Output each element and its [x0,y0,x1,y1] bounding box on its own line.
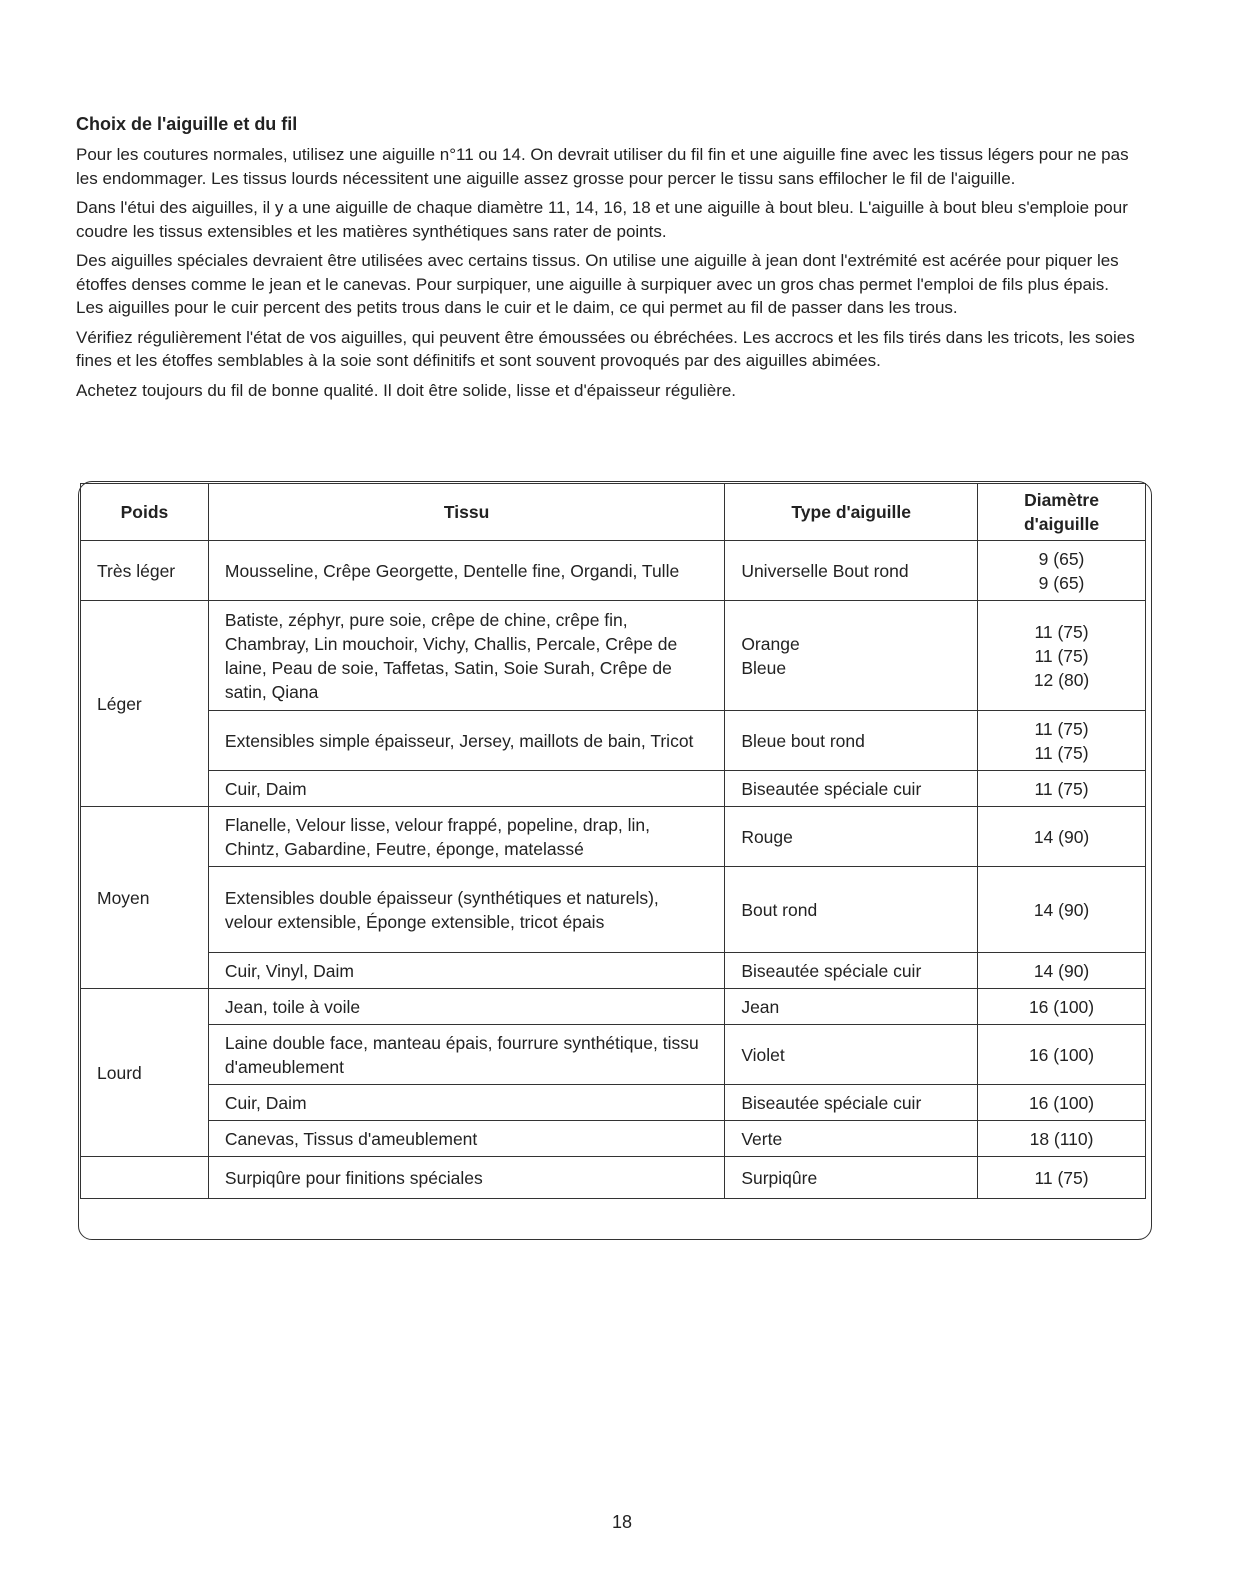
cell-poids: Très léger [81,541,209,601]
table-row [81,1085,1146,1121]
cell-diametre: 11 (75) [978,1157,1146,1199]
paragraph: Vérifiez régulièrement l'état de vos aiguilles, qui peuvent être émoussées ou ébréchées. Les accrocs et les fils tirés dans les tricots, les soies fines et les étoffes semblables à la soie sont définitifs et sont souvent provoqués par des aiguilles abimées. [76,327,1135,370]
cell-diametre: 16 (100) [978,989,1146,1025]
cell-poids: Moyen [81,807,209,989]
paragraph: Des aiguilles spéciales devraient être utilisées avec certains tissus. On utilise une aiguille à jean dont l'extrémité est acérée pour piquer les étoffes denses comme le jean et le canevas. Pour surpiquer, une aiguille à surpiquer avec un gros chas permet l'emploi de fils plus épais. Les aiguilles pour le cuir percent des petits trous dans le cuir et le daim, ce qui permet au fil de passer dans les trous. [76,251,1119,317]
cell-diametre: 14 (90) [978,953,1146,989]
cell-type: Biseautée spéciale cuir [725,771,978,807]
table-row [81,1121,1146,1157]
intro-paragraphs [76,143,1136,408]
paragraph: Achetez toujours du fil de bonne qualité. Il doit être solide, lisse et d'épaisseur régulière. [76,380,737,400]
cell-type: Biseautée spéciale cuir [725,1085,978,1121]
cell-tissu: Extensibles double épaisseur (synthétiques et naturels), velour extensible, Éponge extensible, tricot épais [208,867,724,953]
cell-type: Universelle Bout rond [725,541,978,601]
cell-type: Rouge [725,807,978,867]
cell-type: Surpiqûre [725,1157,978,1199]
cell-diametre: 11 (75) [978,771,1146,807]
table-row [81,867,1146,953]
table-row [81,989,1146,1025]
cell-tissu: Laine double face, manteau épais, fourrure synthétique, tissu d'ameublement [208,1025,724,1085]
header-poids: Poids [81,484,209,541]
cell-tissu: Surpiqûre pour finitions spéciales [208,1157,724,1199]
cell-diametre: 14 (90) [978,867,1146,953]
table-row [81,601,1146,711]
table-row [81,807,1146,867]
cell-poids [81,1157,209,1199]
cell-diametre: 9 (65) 9 (65) [978,541,1146,601]
table-row [81,953,1146,989]
cell-poids: Léger [81,601,209,807]
paragraph: Dans l'étui des aiguilles, il y a une aiguille de chaque diamètre 11, 14, 16, 18 et une aiguille à bout bleu. L'aiguille à bout bleu s'emploie pour coudre les tissus extensibles et les matières synthétiques sans rater de points. [76,198,1128,241]
paragraph: Pour les coutures normales, utilisez une aiguille n°11 ou 14. On devrait utiliser du fil fin et une aiguille fine avec les tissus légers pour ne pas les endommager. Les tissus lourds nécessitent une aiguille assez grosse pour percer le tissu sans effilocher le fil de l'aiguille. [76,145,1129,188]
table-header-row [81,484,1146,541]
cell-tissu: Cuir, Daim [208,1085,724,1121]
cell-type: Violet [725,1025,978,1085]
header-tissu: Tissu [208,484,724,541]
cell-type: Orange Bleue [725,601,978,711]
cell-tissu: Extensibles simple épaisseur, Jersey, maillots de bain, Tricot [208,711,724,771]
needle-table [80,483,1146,1199]
cell-type: Verte [725,1121,978,1157]
cell-diametre: 11 (75) 11 (75) 12 (80) [978,601,1146,711]
table-row [81,541,1146,601]
page-number: 18 [611,1512,633,1532]
cell-tissu: Flanelle, Velour lisse, velour frappé, popeline, drap, lin, Chintz, Gabardine, Feutre, éponge, matelassé [208,807,724,867]
cell-type: Bout rond [725,867,978,953]
cell-type: Biseautée spéciale cuir [725,953,978,989]
cell-tissu: Cuir, Vinyl, Daim [208,953,724,989]
cell-tissu: Jean, toile à voile [208,989,724,1025]
header-type: Type d'aiguille [725,484,978,541]
cell-tissu: Mousseline, Crêpe Georgette, Dentelle fine, Organdi, Tulle [208,541,724,601]
cell-type: Bleue bout rond [725,711,978,771]
cell-diametre: 14 (90) [978,807,1146,867]
cell-diametre: 18 (110) [978,1121,1146,1157]
table-row [81,771,1146,807]
cell-diametre: 11 (75) 11 (75) [978,711,1146,771]
cell-type: Jean [725,989,978,1025]
cell-tissu: Batiste, zéphyr, pure soie, crêpe de chine, crêpe fin, Chambray, Lin mouchoir, Vichy, Challis, Percale, Crêpe de laine, Peau de soie, Taffetas, Satin, Soie Surah, Crêpe de satin, Qiana [208,601,724,711]
table-row [81,1025,1146,1085]
section-title: Choix de l'aiguille et du fil [76,114,298,134]
cell-tissu: Canevas, Tissus d'ameublement [208,1121,724,1157]
cell-diametre: 16 (100) [978,1025,1146,1085]
header-diametre: Diamètre d'aiguille [978,484,1146,541]
cell-diametre: 16 (100) [978,1085,1146,1121]
cell-tissu: Cuir, Daim [208,771,724,807]
table-row [81,711,1146,771]
cell-poids: Lourd [81,989,209,1157]
table-row [81,1157,1146,1199]
